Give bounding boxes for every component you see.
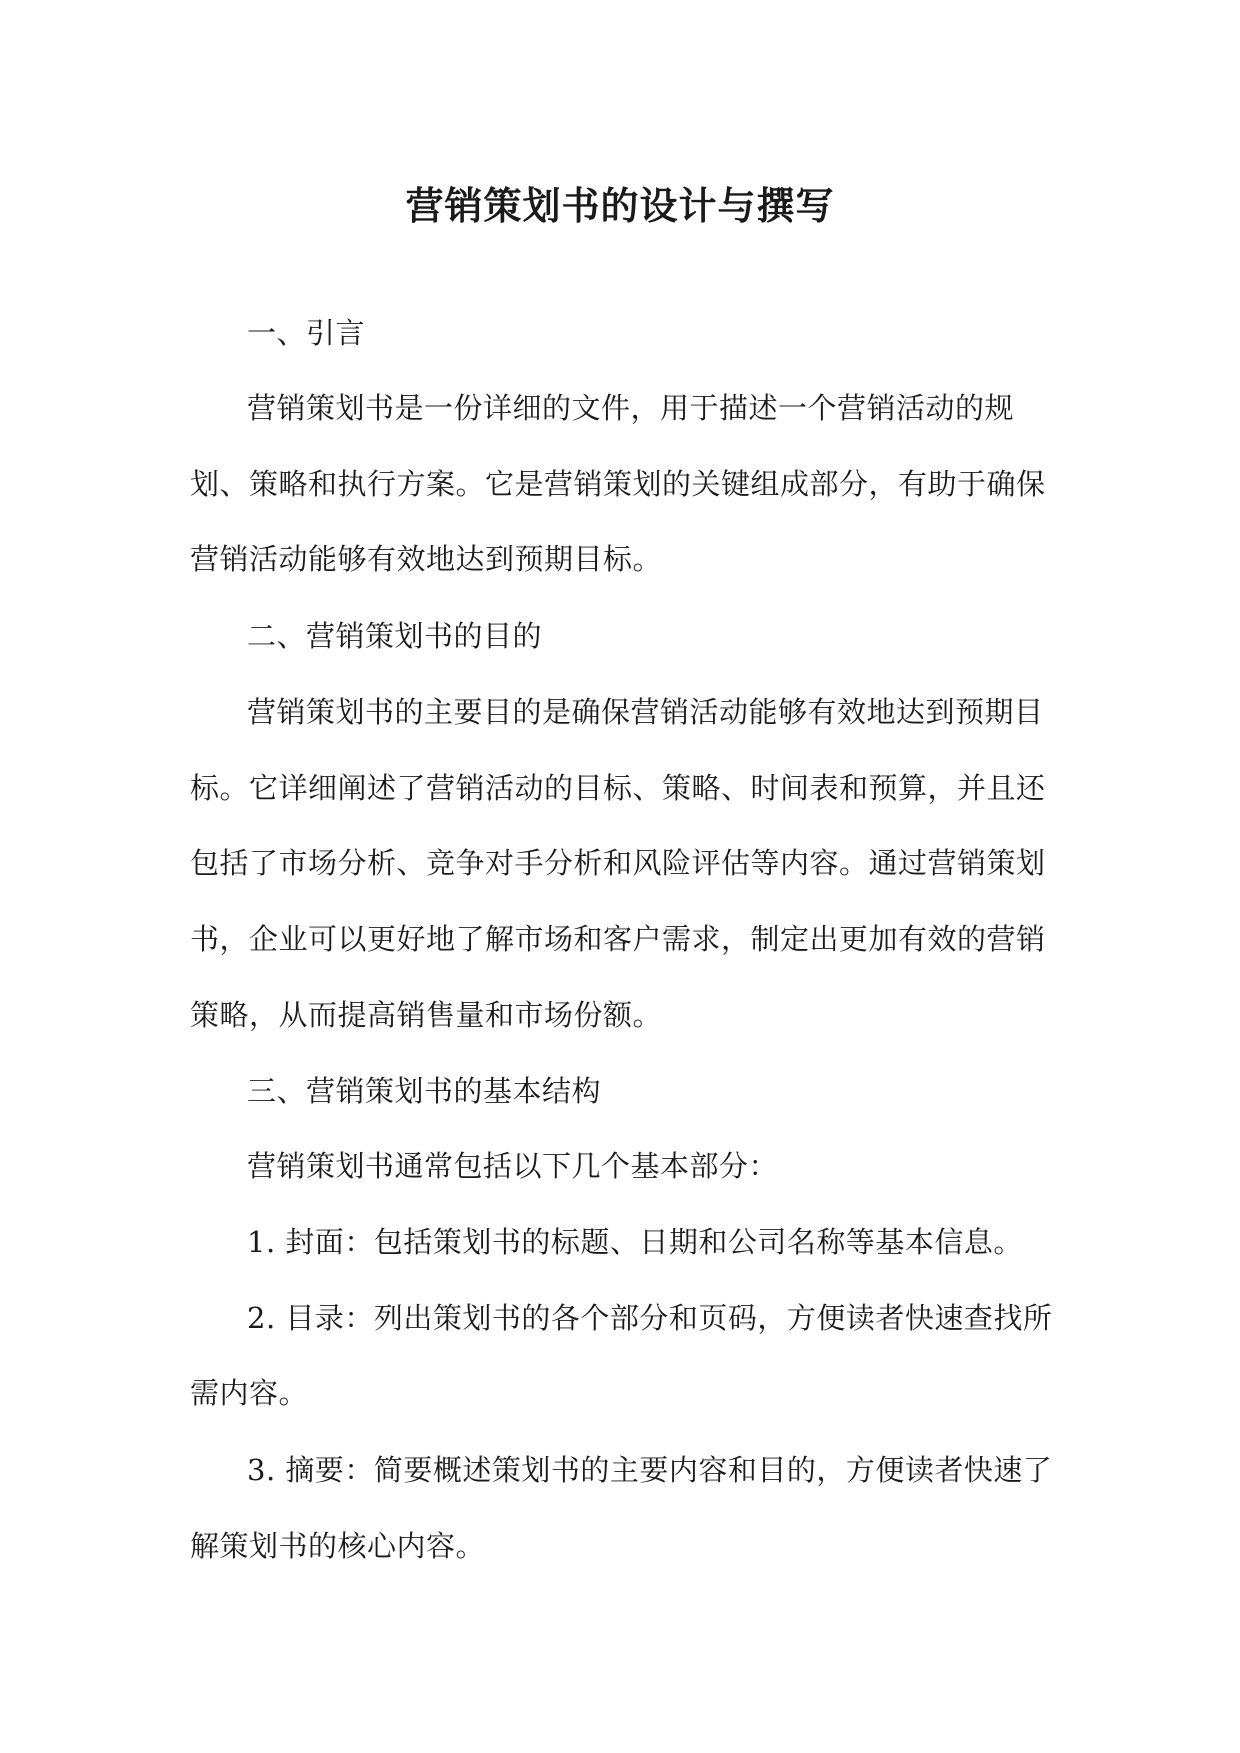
- paragraph-line: 包括了市场分析、竞争对手分析和风险评估等内容。通过营销策划: [190, 846, 1046, 880]
- list-item-summary-continued: 解策划书的核心内容。: [190, 1529, 486, 1563]
- paragraph-line: 营销策划书是一份详细的文件，用于描述一个营销活动的规: [247, 391, 1015, 425]
- paragraph-line: 标。它详细阐述了营销活动的目标、策略、时间表和预算，并且还: [190, 771, 1046, 805]
- section-heading-introduction: 一、引言: [247, 316, 366, 350]
- list-item-toc: 2. 目录：列出策划书的各个部分和页码，方便读者快速查找所: [247, 1301, 1053, 1335]
- paragraph-line: 营销策划书通常包括以下几个基本部分：: [247, 1149, 779, 1183]
- paragraph-line: 划、策略和执行方案。它是营销策划的关键组成部分，有助于确保: [190, 467, 1046, 501]
- paragraph-line: 策略，从而提高销售量和市场份额。: [190, 998, 663, 1032]
- paragraph-line: 营销活动能够有效地达到预期目标。: [190, 542, 663, 576]
- document-title: 营销策划书的设计与撰写: [405, 183, 835, 228]
- list-item-cover: 1. 封面：包括策划书的标题、日期和公司名称等基本信息。: [247, 1225, 1023, 1259]
- section-heading-purpose: 二、营销策划书的目的: [247, 619, 543, 653]
- section-heading-structure: 三、营销策划书的基本结构: [247, 1074, 602, 1108]
- list-item-summary: 3. 摘要：简要概述策划书的主要内容和目的，方便读者快速了: [247, 1453, 1053, 1487]
- list-item-toc-continued: 需内容。: [190, 1376, 309, 1410]
- paragraph-line: 营销策划书的主要目的是确保营销活动能够有效地达到预期目: [247, 695, 1044, 729]
- paragraph-line: 书，企业可以更好地了解市场和客户需求，制定出更加有效的营销: [190, 922, 1046, 956]
